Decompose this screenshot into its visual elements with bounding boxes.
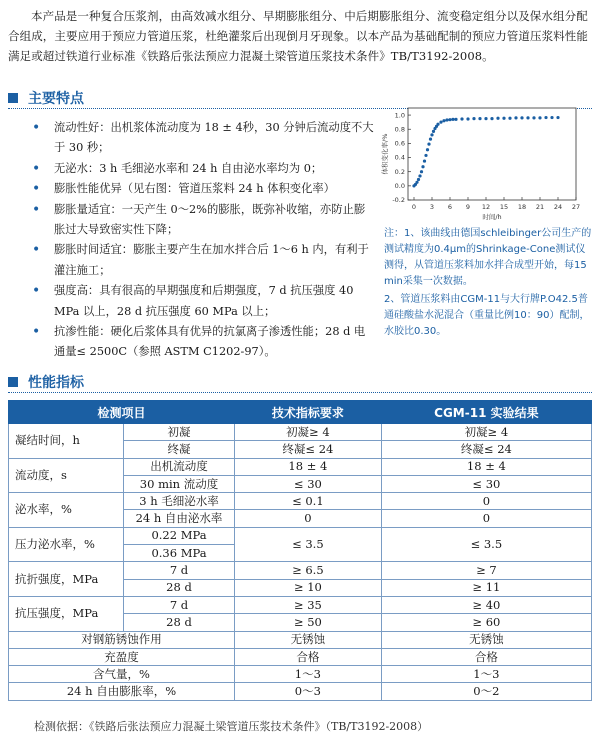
features-list xyxy=(30,118,374,363)
data-point xyxy=(478,117,481,120)
table-cell: 合格 xyxy=(381,648,591,665)
table-cell: ≥ 60 xyxy=(381,614,591,631)
data-point xyxy=(484,117,487,120)
table-cell: ≤ 0.1 xyxy=(235,493,382,510)
data-point xyxy=(550,116,553,119)
table-cell: ≥ 50 xyxy=(235,614,382,631)
table-cell: 压力泌水率，% xyxy=(9,527,124,562)
table-cell: 出机流动度 xyxy=(124,458,235,475)
data-point xyxy=(448,118,451,121)
table-cell: 终凝≤ 24 xyxy=(235,441,382,458)
x-tick-label: 3 xyxy=(429,203,435,211)
data-point xyxy=(526,116,529,119)
table-cell: 28 d xyxy=(124,614,235,631)
x-tick-label: 24 xyxy=(553,203,563,211)
table-cell: ≤ 3.5 xyxy=(381,527,591,562)
table-cell: 0～2 xyxy=(381,683,591,700)
chart-notes xyxy=(384,226,592,342)
performance-table xyxy=(8,400,592,701)
table-cell: 无锈蚀 xyxy=(381,631,591,648)
table-row xyxy=(9,631,592,648)
table-row xyxy=(9,683,592,700)
section-square-icon xyxy=(8,93,18,103)
plot-frame xyxy=(408,108,576,200)
feature-item: • 强度高：具有很高的早期强度和后期强度，7 d 抗压强度 40 MPa 以上，28 d 抗压强度 60 MPa 以上； xyxy=(30,281,374,322)
data-point xyxy=(423,159,426,162)
data-point xyxy=(445,118,448,121)
feature-item: • 流动性好：出机浆体流动度为 18 ± 4秒，30 分钟后流动度不大于 30 秒； xyxy=(30,118,374,159)
table-cell: 终凝≤ 24 xyxy=(381,441,591,458)
table-cell: 18 ± 4 xyxy=(235,458,382,475)
table-cell: 28 d xyxy=(124,579,235,596)
table-cell: 流动度，s xyxy=(9,458,124,493)
feature-item: • 膨胀时间适宜：膨胀主要产生在加水拌合后 1～6 h 内，有利于灌注施工； xyxy=(30,240,374,281)
table-row xyxy=(9,648,592,665)
expansion-chart xyxy=(378,100,586,222)
table-cell: ≥ 35 xyxy=(235,596,382,613)
table-row xyxy=(9,527,592,544)
table-cell: 抗折强度，MPa xyxy=(9,562,124,597)
table-cell: ≥ 6.5 xyxy=(235,562,382,579)
data-point xyxy=(442,119,445,122)
feature-item: • 膨胀量适宜：一天产生 0～2%的膨胀，既弥补收缩，亦防止膨胀过大导致密实性下降； xyxy=(30,200,374,241)
data-point xyxy=(439,121,442,124)
y-tick-label: 0.8 xyxy=(394,125,405,134)
y-tick-label: 0.6 xyxy=(394,139,405,148)
table-cell: 凝结时间，h xyxy=(9,424,124,459)
table-cell: 初凝 xyxy=(124,424,235,441)
table-cell: 终凝 xyxy=(124,441,235,458)
intro-paragraph: 本产品是一种复合压浆剂，由高效减水组分、早期膨胀组分、中后期膨胀组分、流变稳定组分以及保水组分配合组成，主要应用于预应力管道压浆，杜绝灌浆后出现倒月牙现象。以本产品为基础配制的预应力管道压浆料性能满足或超过铁道行业标准《铁路后张法预应力混凝土梁管道压浆技术条件》TB/T3192-2008。 xyxy=(8,9,588,63)
section-square-icon xyxy=(8,377,18,387)
table-cell: ≤ 3.5 xyxy=(235,527,382,562)
table-cell: 初凝≥ 4 xyxy=(381,424,591,441)
table-row xyxy=(9,493,592,510)
table-row xyxy=(9,458,592,475)
feature-item: • 膨胀性能优异（见右图：管道压浆料 24 h 体积变化率） xyxy=(30,179,374,199)
chart-svg xyxy=(378,100,586,222)
table-cell: 0～3 xyxy=(235,683,382,700)
table-cell: 0 xyxy=(235,510,382,527)
table-row xyxy=(9,666,592,683)
data-point xyxy=(436,123,439,126)
table-row xyxy=(9,562,592,579)
x-tick-label: 0 xyxy=(411,203,417,211)
table-cell: 初凝≥ 4 xyxy=(235,424,382,441)
table-cell: ≥ 10 xyxy=(235,579,382,596)
table-cell: 7 d xyxy=(124,562,235,579)
note-2: 2、管道压浆料由CGM-11与大行牌P.O42.5普通硅酸盐水泥混合（重量比例10：90）配制，水胶比0.30。 xyxy=(384,294,590,337)
table-cell: 无锈蚀 xyxy=(235,631,382,648)
data-point xyxy=(490,117,493,120)
data-point xyxy=(420,170,423,173)
data-point xyxy=(417,178,420,181)
table-row xyxy=(9,596,592,613)
y-tick-label: 0.4 xyxy=(394,153,405,162)
x-tick-label: 9 xyxy=(465,203,471,211)
data-point xyxy=(430,133,433,136)
table-header: 检测项目 xyxy=(9,401,235,424)
feature-item: • 抗渗性能：硬化后浆体具有优异的抗氯离子渗透性能；28 d 电通量≤ 2500C（参照 ASTM C1202-97）。 xyxy=(30,322,374,363)
x-tick-label: 18 xyxy=(517,203,527,211)
data-point xyxy=(426,148,429,151)
table-cell: ≥ 40 xyxy=(381,596,591,613)
table-cell: 对钢筋锈蚀作用 xyxy=(9,631,235,648)
table-cell: 1～3 xyxy=(235,666,382,683)
table-cell: ≥ 11 xyxy=(381,579,591,596)
data-point xyxy=(556,116,559,119)
data-point xyxy=(538,116,541,119)
y-tick-label: 1.0 xyxy=(394,111,405,120)
data-point xyxy=(427,142,430,145)
performance-section-title: 性能指标 xyxy=(8,372,592,392)
data-point xyxy=(432,130,435,133)
data-point xyxy=(421,165,424,168)
features-section-title: 主要特点 xyxy=(8,88,592,108)
data-point xyxy=(502,117,505,120)
x-tick-label: 27 xyxy=(571,203,581,211)
data-point xyxy=(532,116,535,119)
table-row xyxy=(9,424,592,441)
data-point xyxy=(496,117,499,120)
x-tick-label: 12 xyxy=(481,203,491,211)
table-cell: 合格 xyxy=(235,648,382,665)
y-tick-label: 0.0 xyxy=(394,182,405,191)
y-tick-label: -0.2 xyxy=(392,196,405,205)
data-point xyxy=(508,117,511,120)
table-cell: ≤ 30 xyxy=(235,475,382,492)
data-point xyxy=(514,116,517,119)
table-cell: 含气量，% xyxy=(9,666,235,683)
x-tick-label: 15 xyxy=(499,203,509,211)
table-cell: 3 h 毛细泌水率 xyxy=(124,493,235,510)
table-cell: 24 h 自由膨胀率，% xyxy=(9,683,235,700)
data-point xyxy=(460,117,463,120)
table-cell: 30 min 流动度 xyxy=(124,475,235,492)
data-point xyxy=(424,154,427,157)
table-cell: 18 ± 4 xyxy=(381,458,591,475)
table-cell: 0 xyxy=(381,510,591,527)
table-cell: 24 h 自由泌水率 xyxy=(124,510,235,527)
table-cell: 泌水率，% xyxy=(9,493,124,528)
table-cell: 7 d xyxy=(124,596,235,613)
table-cell: 1～3 xyxy=(381,666,591,683)
data-point xyxy=(454,118,457,121)
table-header: CGM-11 实验结果 xyxy=(381,401,591,424)
table-cell: 充盈度 xyxy=(9,648,235,665)
table-cell: ≥ 7 xyxy=(381,562,591,579)
table-cell: 0 xyxy=(381,493,591,510)
data-point xyxy=(466,117,469,120)
table-cell: 抗压强度，MPa xyxy=(9,596,124,631)
x-tick-label: 21 xyxy=(535,203,545,211)
x-axis-label: 时间/h xyxy=(482,213,502,221)
data-point xyxy=(544,116,547,119)
table-cell: ≤ 30 xyxy=(381,475,591,492)
footer-basis: 检测依据：《铁路后张法预应力混凝土梁管道压浆技术条件》（TB/T3192-2008） xyxy=(34,720,429,733)
feature-item: • 无泌水：3 h 毛细泌水率和 24 h 自由泌水率均为 0； xyxy=(30,159,374,179)
data-point xyxy=(520,116,523,119)
data-point xyxy=(472,117,475,120)
data-point xyxy=(429,138,432,141)
y-axis-label: 体积变化率/% xyxy=(381,133,389,175)
table-cell: 0.36 MPa xyxy=(124,545,235,562)
data-point xyxy=(418,174,421,177)
y-tick-label: 0.2 xyxy=(394,167,405,176)
note-1: 注：1、该曲线由德国schleibinger公司生产的测试精度为0.4μm的Shrinkage-Cone测试仪测得，从管道压浆料加水拌合成型开始，每15 min采集一次数据。 xyxy=(384,228,592,287)
x-tick-label: 6 xyxy=(447,203,453,211)
data-point xyxy=(451,118,454,121)
data-point xyxy=(415,181,418,184)
table-header: 技术指标要求 xyxy=(235,401,382,424)
table-cell: 0.22 MPa xyxy=(124,527,235,544)
